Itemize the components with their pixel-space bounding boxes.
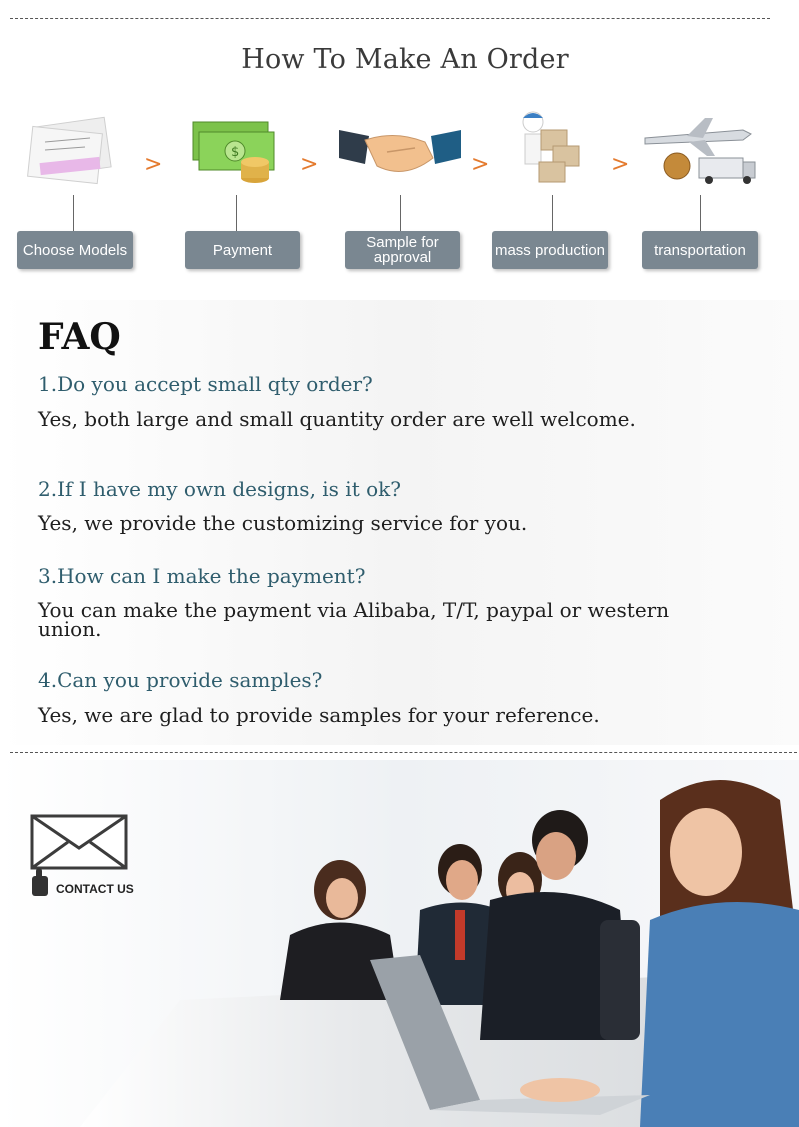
step-payment[interactable] <box>165 100 315 275</box>
handshake-icon <box>325 100 475 195</box>
plane-truck-icon <box>625 100 775 195</box>
order-steps <box>0 100 799 280</box>
section-divider <box>10 752 797 753</box>
step-label: Payment <box>185 231 300 269</box>
svg-text:$: $ <box>231 145 240 160</box>
arrow-icon: > <box>144 152 163 177</box>
step-sample-approval[interactable] <box>325 100 475 275</box>
step-choose-models[interactable] <box>0 100 150 275</box>
step-label: mass production <box>492 231 608 269</box>
faq-answer: Yes, we provide the customizing service for you. <box>38 511 528 535</box>
step-label: transportation <box>642 231 758 269</box>
step-mass-production[interactable] <box>477 100 630 275</box>
faq-heading: FAQ <box>38 316 121 358</box>
documents-icon <box>0 100 150 195</box>
contact-us-link[interactable]: CONTACT US <box>56 882 134 896</box>
arrow-icon: > <box>471 152 490 177</box>
faq-question: 4.Can you provide samples? <box>38 668 323 692</box>
faq-question: 3.How can I make the payment? <box>38 564 366 588</box>
arrow-icon: > <box>611 152 630 177</box>
top-divider <box>10 18 770 19</box>
pointer-hand-icon <box>32 868 48 896</box>
faq-question: 1.Do you accept small qty order? <box>38 372 373 396</box>
money-icon <box>165 100 315 195</box>
boxes-icon <box>477 100 630 195</box>
faq-question: 2.If I have my own designs, is it ok? <box>38 477 401 501</box>
step-label: Choose Models <box>17 231 133 269</box>
page-title: How To Make An Order <box>241 44 569 75</box>
faq-answer: You can make the payment via Alibaba, T/T, paypal or western union. <box>38 598 670 641</box>
faq-answer: Yes, we are glad to provide samples for your reference. <box>38 703 600 727</box>
arrow-icon: > <box>300 152 319 177</box>
step-label: Sample for approval <box>345 231 460 269</box>
faq-answer: Yes, both large and small quantity order are well welcome. <box>38 407 636 431</box>
step-transportation[interactable] <box>625 100 775 275</box>
